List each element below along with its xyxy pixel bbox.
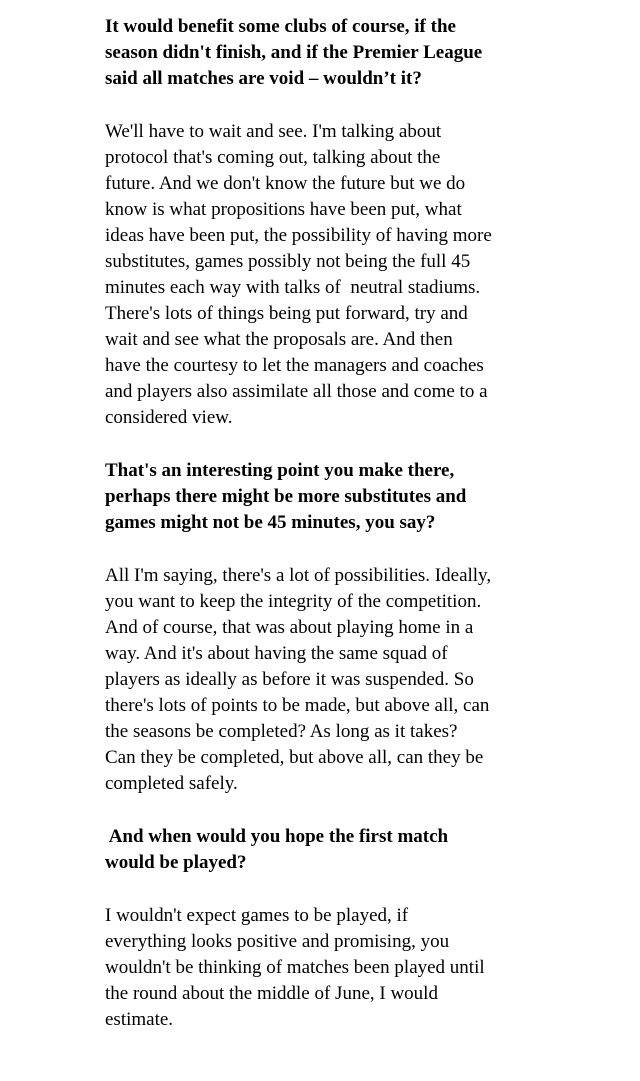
answer-line: substitutes, games possibly not being the full 45 [105, 251, 471, 272]
answer-line: there's lots of points to be made, but above all, can [105, 695, 490, 716]
answer-line: the round about the middle of June, I would [105, 983, 438, 1004]
question-1 [105, 14, 635, 92]
answer-line: players as ideally as before it was suspended. So [105, 669, 474, 690]
question-line: It would benefit some clubs of course, if the [105, 16, 456, 37]
question-line: said all matches are void – wouldn’t it? [105, 68, 422, 89]
question-2 [105, 458, 635, 536]
question-line: would be played? [105, 852, 247, 873]
answer-line: way. And it's about having the same squad of [105, 643, 448, 664]
answer-1 [105, 119, 635, 431]
answer-line: Can they be completed, but above all, can they be [105, 747, 484, 768]
answer-line: And of course, that was about playing home in a [105, 617, 474, 638]
question-line: games might not be 45 minutes, you say? [105, 512, 436, 533]
answer-line: I wouldn't expect games to be played, if [105, 905, 409, 926]
question-line: season didn't finish, and if the Premier League [105, 42, 483, 63]
answer-line: ideas have been put, the possibility of having more [105, 225, 492, 246]
answer-line: All I'm saying, there's a lot of possibilities. Ideally, [105, 565, 492, 586]
answer-line: know is what propositions have been put, what [105, 199, 462, 220]
answer-line: minutes each way with talks of neutral stadiums. [105, 277, 481, 298]
answer-line: We'll have to wait and see. I'm talking about [105, 121, 442, 142]
answer-line: and players also assimilate all those and come to a [105, 381, 488, 402]
question-line: And when would you hope the first match [105, 826, 449, 847]
question-3 [105, 824, 635, 876]
answer-line: the seasons be completed? As long as it takes? [105, 721, 458, 742]
answer-line: everything looks positive and promising, you [105, 931, 450, 952]
answer-line: wouldn't be thinking of matches been played until [105, 957, 485, 978]
answer-3 [105, 903, 635, 1033]
answer-line: have the courtesy to let the managers and coaches [105, 355, 484, 376]
answer-line: you want to keep the integrity of the competition. [105, 591, 482, 612]
answer-line: There's lots of things being put forward, try and [105, 303, 468, 324]
question-line: perhaps there might be more substitutes and [105, 486, 467, 507]
interview-transcript [105, 14, 635, 1033]
answer-line: protocol that's coming out, talking about the [105, 147, 441, 168]
answer-line: completed safely. [105, 773, 238, 794]
answer-line: future. And we don't know the future but we do [105, 173, 466, 194]
answer-line: wait and see what the proposals are. And then [105, 329, 453, 350]
answer-2 [105, 563, 635, 797]
answer-line: considered view. [105, 407, 233, 428]
question-line: That's an interesting point you make there, [105, 460, 455, 481]
answer-line: estimate. [105, 1009, 174, 1030]
